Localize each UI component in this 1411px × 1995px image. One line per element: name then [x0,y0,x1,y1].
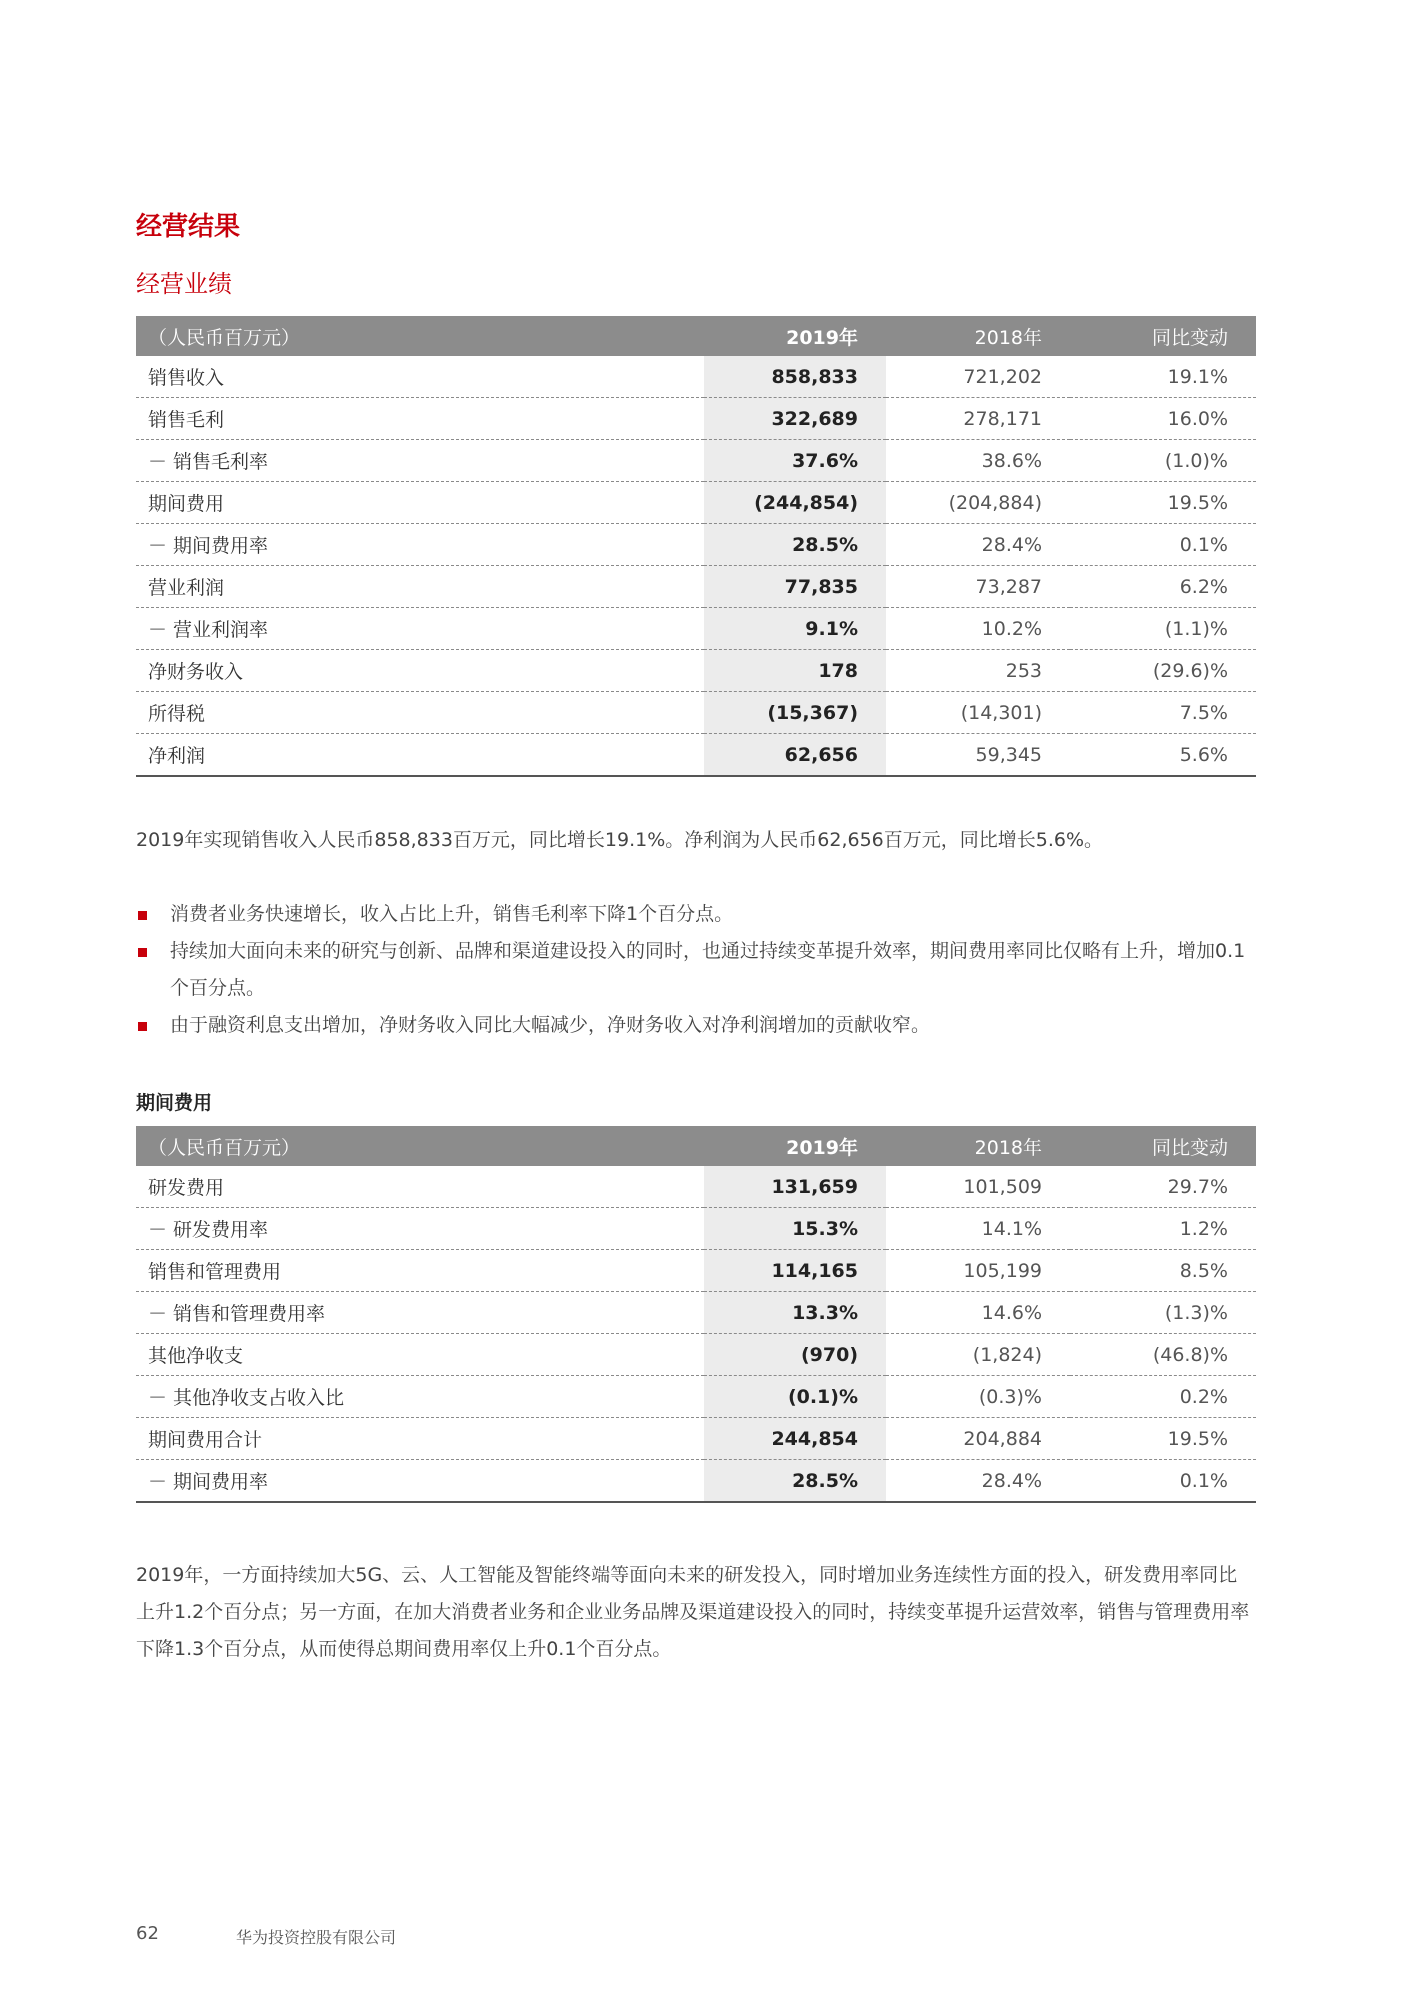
table-row [136,1208,1256,1250]
table-row [136,1418,1256,1460]
value-change: (1.0)% [1070,440,1256,482]
summary-paragraph-1: 2019年实现销售收入人民币858,833百万元，同比增长19.1%。净利润为人民币62,656百万元，同比增长5.6%。 [136,829,1104,851]
header-2019: 2019年 [704,316,886,356]
value-change: 19.5% [1070,482,1256,524]
value-2019: 28.5% [704,524,886,566]
value-2019: 322,689 [704,398,886,440]
value-change: 8.5% [1070,1250,1256,1292]
table-row [136,734,1256,777]
summary-paragraph-2: 2019年，一方面持续加大5G、云、人工智能及智能终端等面向未来的研发投入，同时增加业务连续性方面的投入，研发费用率同比上升1.2个百分点；另一方面，在加大消费者业务和企业业务品牌及渠道建设投入的同时，持续变革提升运营效率，销售与管理费用率下降1.3个百分点，从而使得总期间费用率仅上升0.1个百分点。 [136,1564,1250,1660]
value-2018: (1,824) [886,1334,1070,1376]
value-2018: 28.4% [886,524,1070,566]
list-item-text: 由于融资利息支出增加，净财务收入同比大幅减少，净财务收入对净利润增加的贡献收窄。 [170,1014,931,1036]
row-label: 净财务收入 [136,650,704,692]
value-2019: 77,835 [704,566,886,608]
row-label: － 研发费用率 [136,1208,704,1250]
value-change: 29.7% [1070,1166,1256,1208]
row-label: － 期间费用率 [136,524,704,566]
value-change: (46.8)% [1070,1334,1256,1376]
table-row [136,1460,1256,1503]
row-label: － 营业利润率 [136,608,704,650]
table-row [136,1334,1256,1376]
value-2019: 37.6% [704,440,886,482]
bullet-square-icon [138,911,147,920]
list-item-text: 消费者业务快速增长，收入占比上升，销售毛利率下降1个百分点。 [170,903,734,925]
value-change: 5.6% [1070,734,1256,777]
section-title: 经营结果 [136,212,241,242]
bullet-square-icon [138,948,147,957]
value-change: 16.0% [1070,398,1256,440]
value-change: 7.5% [1070,692,1256,734]
value-2018: 28.4% [886,1460,1070,1503]
value-2018: 14.6% [886,1292,1070,1334]
value-2018: 278,171 [886,398,1070,440]
row-label: 销售收入 [136,356,704,398]
value-2019: (0.1)% [704,1376,886,1418]
row-label: 营业利润 [136,566,704,608]
table-row [136,398,1256,440]
header-2019: 2019年 [704,1126,886,1166]
table-row [136,650,1256,692]
table-row [136,566,1256,608]
table-row [136,440,1256,482]
value-2018: 38.6% [886,440,1070,482]
value-change: 6.2% [1070,566,1256,608]
row-label: 其他净收支 [136,1334,704,1376]
value-change: 19.5% [1070,1418,1256,1460]
table-header-row [136,316,1256,356]
value-change: (1.1)% [1070,608,1256,650]
header-unit: （人民币百万元） [136,316,704,356]
value-change: 0.2% [1070,1376,1256,1418]
value-2018: (14,301) [886,692,1070,734]
value-2018: (204,884) [886,482,1070,524]
value-change: 19.1% [1070,356,1256,398]
value-2018: 105,199 [886,1250,1070,1292]
table-row [136,1292,1256,1334]
list-item [136,1007,1256,1044]
page-number: 62 [136,1923,159,1944]
list-item [136,933,1256,1007]
value-2018: 204,884 [886,1418,1070,1460]
row-label: 销售毛利 [136,398,704,440]
value-2019: 131,659 [704,1166,886,1208]
value-2019: (244,854) [704,482,886,524]
value-2018: (0.3)% [886,1376,1070,1418]
value-2018: 59,345 [886,734,1070,777]
list-item [136,896,1256,933]
value-2019: (970) [704,1334,886,1376]
value-2019: 244,854 [704,1418,886,1460]
bullet-square-icon [138,1022,147,1031]
value-2019: 858,833 [704,356,886,398]
value-2019: 28.5% [704,1460,886,1503]
table-header-row [136,1126,1256,1166]
row-label: 期间费用 [136,482,704,524]
table-row [136,608,1256,650]
value-change: 0.1% [1070,1460,1256,1503]
row-label: 研发费用 [136,1166,704,1208]
table-row [136,356,1256,398]
key-points-list [136,896,1256,1044]
value-2019: 178 [704,650,886,692]
value-2019: (15,367) [704,692,886,734]
row-label: 销售和管理费用 [136,1250,704,1292]
value-change: 1.2% [1070,1208,1256,1250]
row-label: 所得税 [136,692,704,734]
value-2018: 721,202 [886,356,1070,398]
value-2018: 253 [886,650,1070,692]
value-2019: 62,656 [704,734,886,777]
value-2018: 73,287 [886,566,1070,608]
value-2019: 13.3% [704,1292,886,1334]
header-2018: 2018年 [886,1126,1070,1166]
value-2018: 101,509 [886,1166,1070,1208]
operating-results-table [136,316,1256,777]
header-yoy-change: 同比变动 [1070,1126,1256,1166]
table-row [136,1250,1256,1292]
value-2018: 10.2% [886,608,1070,650]
table-row [136,692,1256,734]
header-yoy-change: 同比变动 [1070,316,1256,356]
value-2019: 15.3% [704,1208,886,1250]
value-2019: 9.1% [704,608,886,650]
row-label: － 期间费用率 [136,1460,704,1503]
row-label: － 销售毛利率 [136,440,704,482]
subsection-title-period-expenses: 期间费用 [136,1092,213,1114]
row-label: 净利润 [136,734,704,777]
table-row [136,1376,1256,1418]
header-unit: （人民币百万元） [136,1126,704,1166]
subsection-title-operating-results: 经营业绩 [136,270,232,298]
table-row [136,1166,1256,1208]
period-expenses-table [136,1126,1256,1503]
table-row [136,482,1256,524]
value-2019: 114,165 [704,1250,886,1292]
row-label: 期间费用合计 [136,1418,704,1460]
value-change: (29.6)% [1070,650,1256,692]
value-change: (1.3)% [1070,1292,1256,1334]
row-label: － 销售和管理费用率 [136,1292,704,1334]
value-2018: 14.1% [886,1208,1070,1250]
row-label: － 其他净收支占收入比 [136,1376,704,1418]
value-change: 0.1% [1070,524,1256,566]
company-name: 华为投资控股有限公司 [236,1928,397,1947]
table-row [136,524,1256,566]
header-2018: 2018年 [886,316,1070,356]
list-item-text: 持续加大面向未来的研究与创新、品牌和渠道建设投入的同时，也通过持续变革提升效率，期间费用率同比仅略有上升，增加0.1个百分点。 [170,940,1246,999]
